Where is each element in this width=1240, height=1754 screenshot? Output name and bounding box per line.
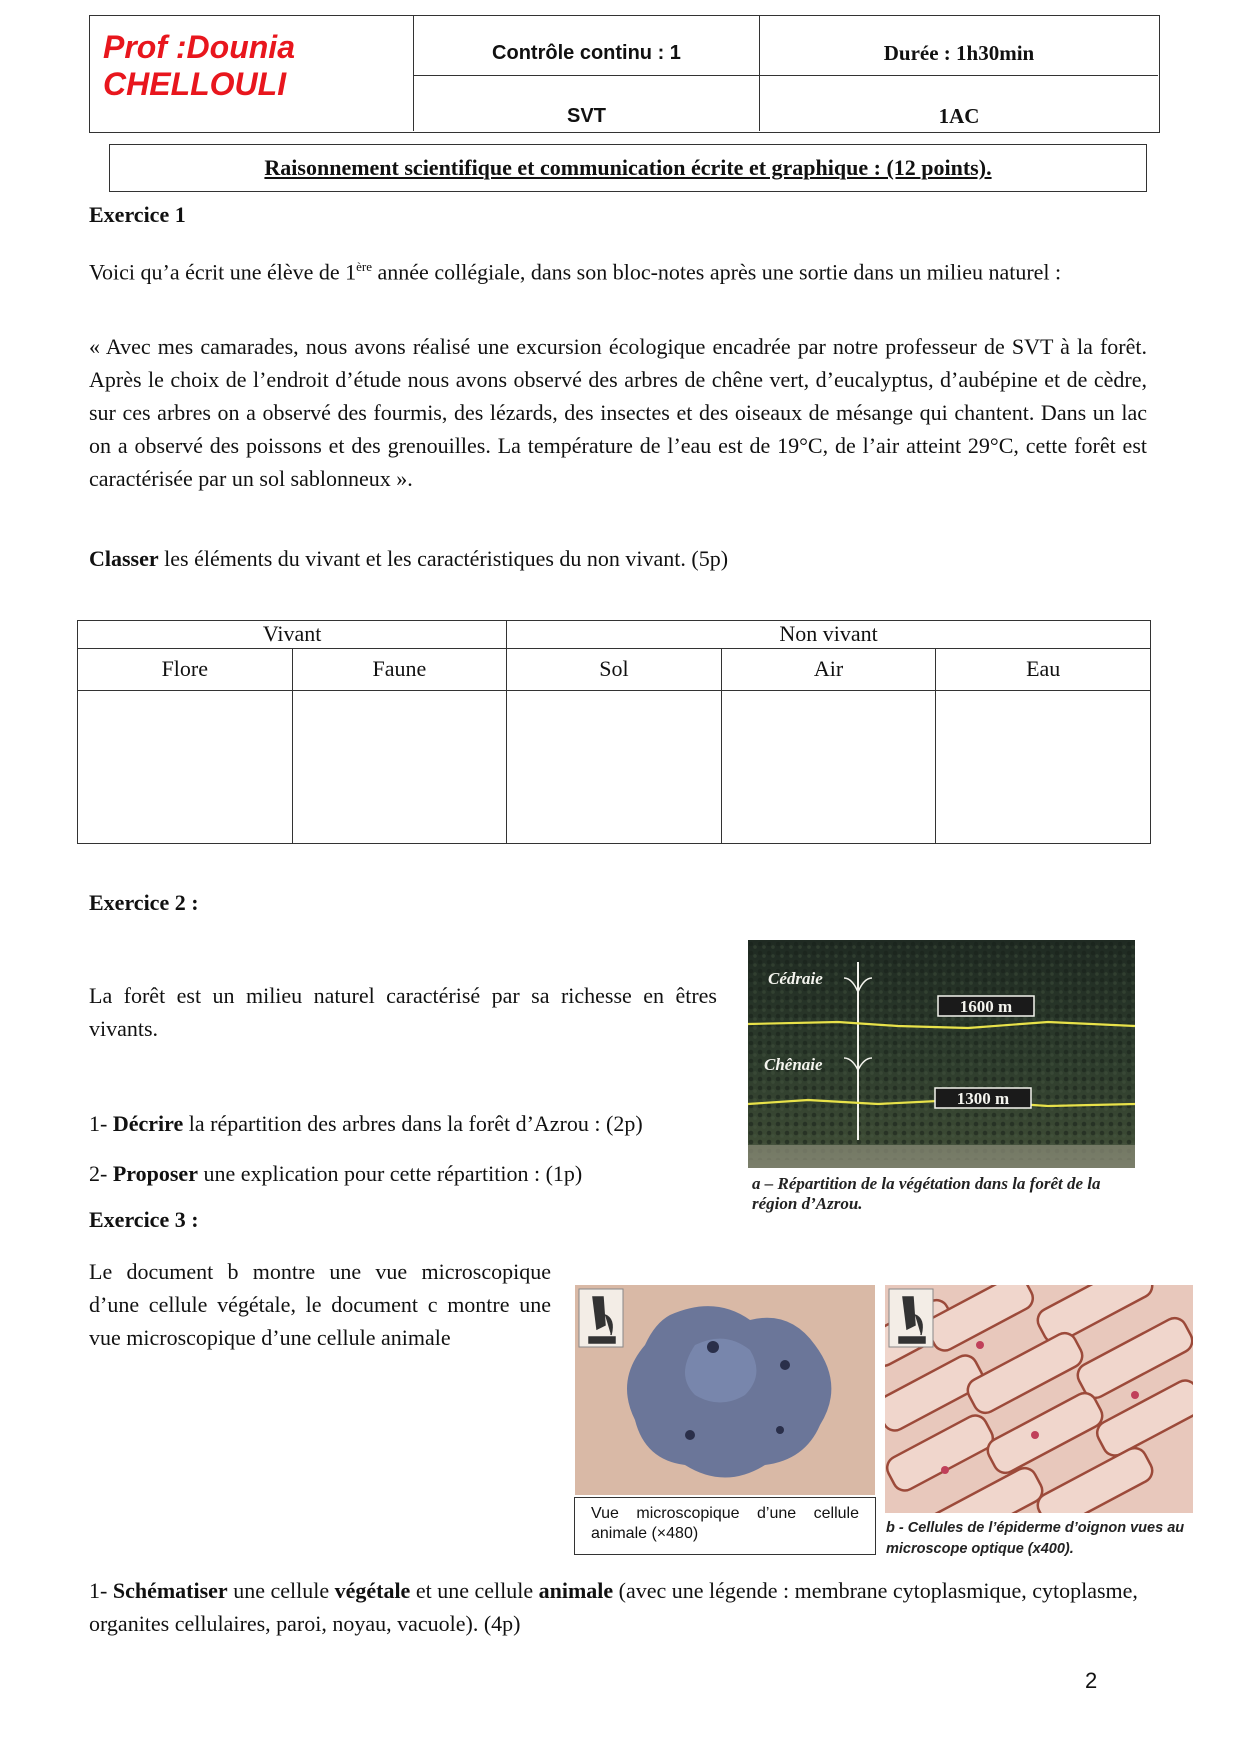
ex2-heading: Exercice 2 : (89, 890, 199, 915)
column-header: Sol (507, 648, 722, 690)
column-header: Air (721, 648, 936, 690)
cell-nucleus (1131, 1391, 1139, 1399)
animal-cell (685, 1339, 756, 1403)
exam-title: Contrôle continu : 1 (414, 16, 760, 76)
onion-cell-micrograph (885, 1285, 1193, 1513)
ex2-q2-text: une explication pour cette répartition : (1p) (197, 1161, 583, 1186)
altitude-label-1300: 1300 m (956, 1089, 1010, 1108)
ex3-q1-keyword: végétale (334, 1578, 411, 1603)
answer-cell-air[interactable] (721, 690, 936, 843)
section-title-box (109, 144, 1147, 192)
column-header: Faune (292, 648, 507, 690)
ex2-q1-number: 1- (89, 1111, 113, 1136)
section-title: Raisonnement scientifique et communication écrite et graphique : (12 points). (264, 155, 992, 180)
ex3-q1-number: 1- (89, 1578, 113, 1603)
ex3-heading: Exercice 3 : (89, 1207, 199, 1232)
group-header-vivant: Vivant (78, 621, 507, 649)
ex1-intro-text-2: année collégiale, dans son bloc-notes après une sortie dans un milieu naturel : (372, 259, 1062, 285)
forest-altitude-photo (748, 940, 1135, 1168)
ex2-intro: La forêt est un milieu naturel caractérisé par sa richesse en êtres vivants. (89, 983, 717, 1041)
ex2-question-2 (89, 1157, 729, 1190)
answer-cell-faune[interactable] (292, 690, 507, 843)
ex1-quote: « Avec mes camarades, nous avons réalisé une excursion écologique encadrée par notre professeur de SVT à la forêt. Après le choix de l’endroit d’étude nous avons observé des arbres de chêne vert, d’eucalyptus, d’aubépine et de cèdre, sur ces arbres on a observé des fourmis, des lézards, des insectes et des oiseaux de mésange qui chantent. Dans un lac on a observé des poissons et des grenouilles. La température de l’eau est de 19°C, de l’air atteint 29°C, cette forêt est caractérisée par un sol sablonneux ». (89, 334, 1147, 491)
figure-a-caption: a – Répartition de la végétation dans la forêt de la région d’Azrou. (752, 1174, 1101, 1213)
column-header: Eau (936, 648, 1151, 690)
ex3-q1-text: (avec une légende : membrane cytoplasmique, cytoplasme, organites cellulaires, paroi, noyau, vacuole). (4p) (89, 1578, 1138, 1636)
ex3-question-1 (89, 1574, 1147, 1640)
cell-nucleus (707, 1341, 719, 1353)
zone-label-chenaie: Chênaie (764, 1055, 823, 1074)
altitude-label-1600: 1600 m (959, 997, 1013, 1016)
ex3-q1-text: et une cellule (410, 1578, 539, 1603)
ex3-q1-text: une cellule (227, 1578, 335, 1603)
ex2-q1-verb: Décrire (112, 1111, 184, 1136)
answer-cell-eau[interactable] (936, 690, 1151, 843)
ex2-q2-number: 2- (89, 1161, 113, 1186)
ex1-task (89, 542, 1147, 575)
ex1-intro-sup: ère (356, 259, 373, 274)
cell-nucleus (776, 1426, 784, 1434)
onion-cell-caption: b - Cellules de l’épiderme d’oignon vues au microscope optique (x400). (886, 1520, 1185, 1557)
ex2-q1-text: la répartition des arbres dans la forêt d’Azrou : (2p) (183, 1111, 643, 1136)
animal-cell-caption: Vue microscopique d’une cellule animale (×480) (574, 1497, 876, 1555)
teacher-name (90, 16, 414, 131)
classification-table (77, 620, 1151, 844)
ex1-heading: Exercice 1 (89, 202, 186, 227)
subject: SVT (414, 76, 760, 131)
exam-duration: Durée : 1h30min (760, 16, 1158, 76)
ex3-q1-verb: Schématiser (112, 1578, 228, 1603)
cell-nucleus (1031, 1431, 1039, 1439)
ground-strip (748, 1145, 1135, 1168)
cell-nucleus (941, 1466, 949, 1474)
zone-label-cedraie: Cédraie (768, 969, 823, 988)
ex3-intro: Le document b montre une vue microscopique d’une cellule végétale, le document c montre une vue microscopique d’une cellule animale (89, 1259, 551, 1350)
teacher-name-line2: CHELLOULI (103, 66, 287, 102)
ex1-task-verb: Classer (89, 546, 159, 571)
cell-nucleus (685, 1430, 695, 1440)
class-level: 1AC (938, 104, 980, 128)
cell-nucleus (780, 1360, 790, 1370)
header-table (89, 15, 1160, 133)
cell-nucleus (976, 1341, 984, 1349)
ex1-intro (89, 250, 1147, 288)
animal-cell-micrograph (575, 1285, 875, 1495)
page-number: 2 (1085, 1668, 1098, 1693)
ex2-question-1 (89, 1107, 729, 1140)
ex3-q1-keyword: animale (538, 1578, 614, 1603)
answer-cell-flore[interactable] (78, 690, 293, 843)
answer-cell-sol[interactable] (507, 690, 722, 843)
teacher-name-line1: Prof :Dounia (103, 29, 295, 65)
ex1-task-text: les éléments du vivant et les caractéristiques du non vivant. (5p) (158, 546, 729, 571)
ex2-q2-verb: Proposer (112, 1161, 198, 1186)
group-header-non-vivant: Non vivant (507, 621, 1151, 649)
ex1-intro-text: Voici qu’a écrit une élève de 1 (89, 259, 357, 285)
column-header: Flore (78, 648, 293, 690)
